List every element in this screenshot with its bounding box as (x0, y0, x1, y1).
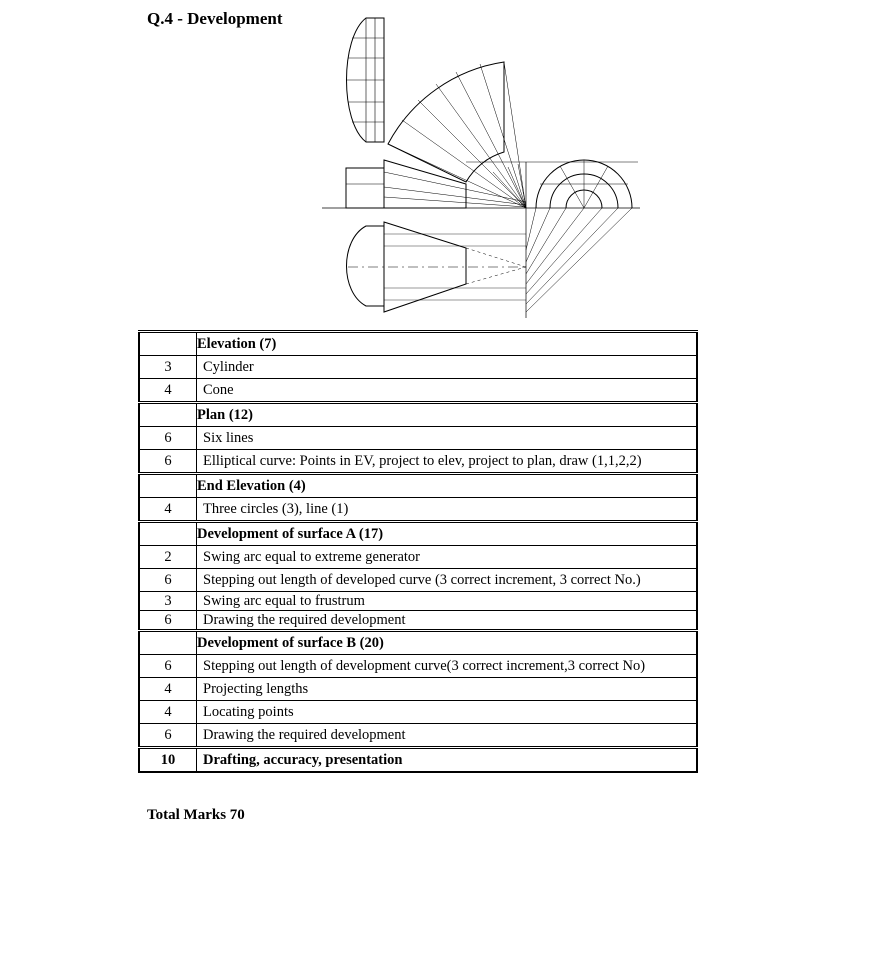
table-row (139, 592, 697, 611)
criterion-cell: Elliptical curve: Points in EV, project to elev, project to plan, draw (1,1,2,2) (197, 450, 698, 474)
section-header-row (139, 631, 697, 655)
mark-cell: 3 (139, 356, 197, 379)
criterion-cell: Cylinder (197, 356, 698, 379)
criterion-cell: Locating points (197, 701, 698, 724)
projection-lines (526, 208, 632, 312)
table-row (139, 427, 697, 450)
criterion-cell: Swing arc equal to frustrum (197, 592, 698, 611)
plan-view (347, 222, 527, 312)
criterion-cell: Drawing the required development (197, 611, 698, 631)
end-elevation-view (536, 160, 632, 208)
table-row (139, 379, 697, 403)
table-row (139, 724, 697, 748)
table-row (139, 655, 697, 678)
section-header-row (139, 403, 697, 427)
criterion-cell: Drawing the required development (197, 724, 698, 748)
section-header-row (139, 522, 697, 546)
mark-cell: 6 (139, 611, 197, 631)
criterion-cell: Cone (197, 379, 698, 403)
mark-cell: 6 (139, 427, 197, 450)
mark-cell: 4 (139, 379, 197, 403)
marking-scheme-table (138, 330, 698, 773)
mark-cell: 6 (139, 450, 197, 474)
section-header-row (139, 474, 697, 498)
mark-cell: 6 (139, 569, 197, 592)
section-title: End Elevation (4) (197, 474, 698, 498)
table-row (139, 498, 697, 522)
table-row (139, 701, 697, 724)
final-row (139, 748, 697, 773)
criterion-cell: Stepping out length of development curve(3 correct increment,3 correct No) (197, 655, 698, 678)
section-title: Plan (12) (197, 403, 698, 427)
section-header-row (139, 332, 697, 356)
table-row (139, 450, 697, 474)
table-row (139, 356, 697, 379)
mark-cell: 2 (139, 546, 197, 569)
criterion-cell: Stepping out length of developed curve (3 correct increment, 3 correct No.) (197, 569, 698, 592)
cone-development-fan (388, 62, 526, 208)
mark-cell: 10 (139, 748, 197, 773)
section-title: Development of surface B (20) (197, 631, 698, 655)
criterion-cell: Projecting lengths (197, 678, 698, 701)
cylinder-development (347, 18, 385, 142)
technical-drawing-svg (318, 12, 648, 322)
mark-cell: 4 (139, 498, 197, 522)
question-title: Q.4 - Development (147, 9, 283, 28)
section-title: Elevation (7) (197, 332, 698, 356)
table-row (139, 569, 697, 592)
mark-cell: 4 (139, 701, 197, 724)
total-marks: Total Marks 70 (147, 807, 245, 823)
development-drawing (318, 12, 648, 322)
mark-cell: 4 (139, 678, 197, 701)
table-row (139, 546, 697, 569)
criterion-cell: Three circles (3), line (1) (197, 498, 698, 522)
criterion-cell: Swing arc equal to extreme generator (197, 546, 698, 569)
mark-cell: 6 (139, 655, 197, 678)
mark-cell: 6 (139, 724, 197, 748)
mark-cell: 3 (139, 592, 197, 611)
table-row (139, 678, 697, 701)
criterion-cell: Drafting, accuracy, presentation (197, 748, 698, 773)
criterion-cell: Six lines (197, 427, 698, 450)
section-title: Development of surface A (17) (197, 522, 698, 546)
table-row (139, 611, 697, 631)
